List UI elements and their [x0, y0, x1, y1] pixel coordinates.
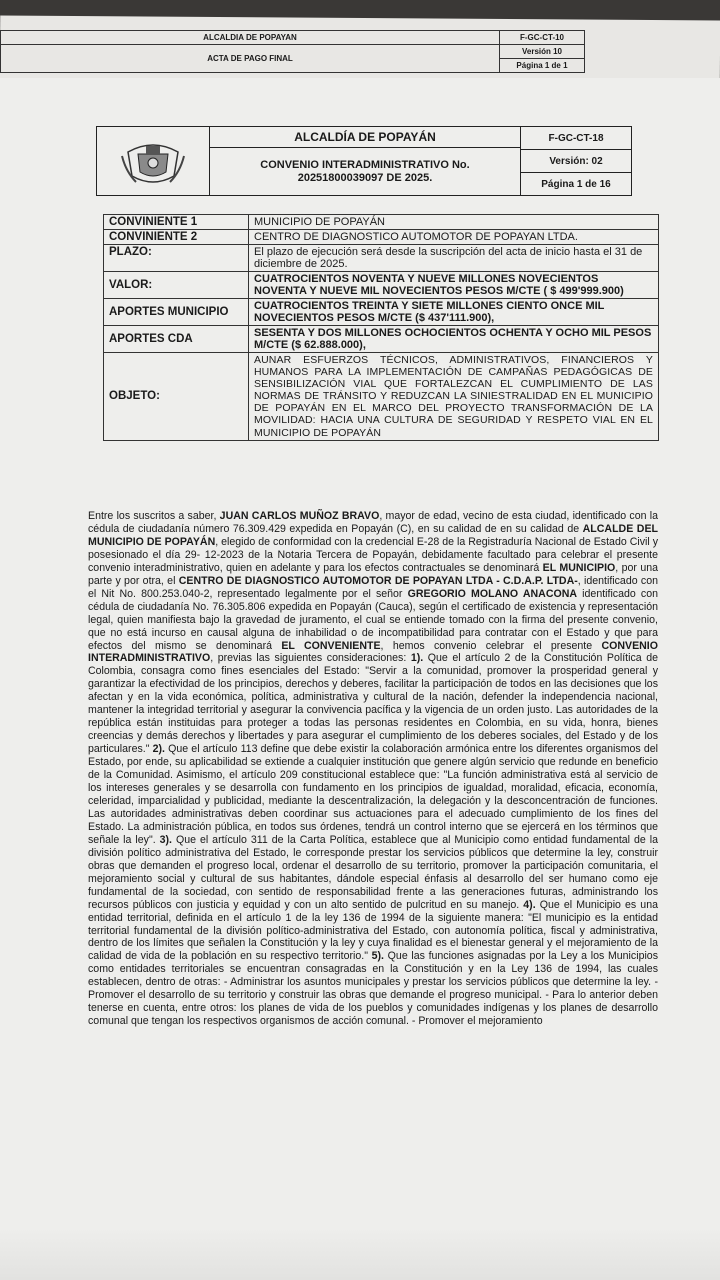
body-text-span: Entre los suscritos a saber,	[88, 510, 220, 522]
info-key: APORTES MUNICIPIO	[104, 299, 249, 326]
convenio-label: CONVENIO INTERADMINISTRATIVO	[88, 639, 658, 665]
info-key: CONVINIENTE 2	[104, 230, 249, 245]
body-text-span: , por una parte y por otra, el	[88, 561, 658, 587]
header-title: CONVENIO INTERADMINISTRATIVO No. 20251800039097 DE 2025.	[260, 158, 470, 184]
body-text-span: Que el Municipio es una entidad territorial, definida en el artículo 1 de la ley 136 de 1994 de la siguiente manera: "El municipio es la entidad territorial fundamental de la división político-administrativa del Estado, con autonomía política, fiscal y administrativa, dentro de los límites que señalen la Constitución y la ley y cuya finalidad es el bienestar general y el mejoramiento de la calidad de vida de la población en su respectivo territorio."	[88, 898, 658, 963]
info-value: MUNICIPIO DE POPAYÁN	[249, 215, 659, 230]
info-row	[104, 272, 659, 299]
info-row	[104, 326, 659, 353]
representative-name: GREGORIO MOLANO ANACONA	[407, 587, 578, 600]
back-form-doc: ACTA DE PAGO FINAL	[1, 45, 500, 73]
party-municipio: EL MUNICIPIO	[542, 561, 616, 574]
info-key: VALOR:	[104, 272, 249, 299]
info-value: CUATROCIENTOS NOVENTA Y NUEVE MILLONES NOVECIENTOS NOVENTA Y NUEVE MIL NOVECIENTOS PESOS M/CTE ( $ 499'999.900)	[249, 272, 659, 299]
mayor-role: ALCALDE DEL MUNICIPIO DE POPAYÁN	[88, 522, 658, 548]
consideration-number: 5).	[371, 950, 385, 963]
info-row	[104, 299, 659, 326]
info-key: APORTES CDA	[104, 326, 249, 353]
party-conveniente: EL CONVENIENTE	[281, 639, 381, 652]
document-header	[96, 126, 632, 196]
info-value: AUNAR ESFUERZOS TÉCNICOS, ADMINISTRATIVOS, FINANCIEROS Y HUMANOS PARA LA IMPLEMENTACIÓN DE CAMPAÑAS PEDAGÓGICAS DE SENSIBILIZACIÓN VIAL QUE FORTALEZCAN EL CUMPLIMIENTO DE LAS NORMAS DE TRÁNSITO Y REDUZCAN LA SINIESTRALIDAD EN EL MUNICIPIO DE POPAYÁN EN EL MARCO DEL PROYECTO TRANSFORMACIÓN DE LA MOVILIDAD: HACIA UNA CULTURA DE SEGURIDAD Y RESPETO VIAL EN EL MUNICIPIO DE POPAYÁN	[249, 353, 659, 441]
body-text-span: , hemos convenio celebrar el presente	[380, 639, 602, 652]
info-row	[104, 230, 659, 245]
back-form-page: Página 1 de 1	[500, 59, 585, 73]
body-text-span: Que las funciones asignadas por la Ley a los Municipios como entidades territoriales se encuentran consagradas en la Constitución y en la Ley 136 de 1994, las cuales establecen, dentro de otras: - Administrar los asuntos municipales y prestar los servicios públicos que determine la ley. - Promover el desarrollo de su territorio y construir las obras que demande el progreso municipal. - Para lo anterior deben tenerse en cuenta, entre otros: los planes de vida de los pueblos y comunidades indígenas y los planes de desarrollo comunal que tengan los respectivos organismos de acción comunal. - Promover el mejoramiento	[88, 950, 658, 1028]
body-text-span: , identificado con el Nit No. 800.253.040-2, representado legalmente por el señor	[88, 574, 659, 600]
document-page	[0, 78, 720, 1280]
back-form-version: Versión 10	[500, 45, 585, 59]
info-key: CONVINIENTE 1	[104, 215, 249, 230]
body-text-span: , mayor de edad, vecino de esta ciudad, identificado con la cédula de ciudadanía número 76.309.429 expedida en Popayán (C), en su calidad de en su calidad de	[88, 510, 658, 535]
header-version: Versión: 02	[521, 149, 631, 172]
info-value: SESENTA Y DOS MILLONES OCHOCIENTOS OCHENTA Y OCHO MIL PESOS M/CTE ($ 62.888.000),	[249, 326, 659, 353]
mayor-name: JUAN CARLOS MUÑOZ BRAVO	[219, 510, 380, 522]
convenio-body-text	[88, 510, 658, 1028]
coat-of-arms-logo	[97, 127, 210, 195]
convenio-info-table	[103, 214, 659, 441]
info-row	[104, 215, 659, 230]
back-form-org: ALCALDIA DE POPAYAN	[1, 31, 500, 45]
info-key: PLAZO:	[104, 245, 249, 272]
info-value: El plazo de ejecución será desde la suscripción del acta de inicio hasta el 31 de diciembre de 2025.	[249, 245, 659, 272]
info-value: CUATROCIENTOS TREINTA Y SIETE MILLONES CIENTO ONCE MIL NOVECIENTOS PESOS M/CTE ($ 437'111.900),	[249, 299, 659, 326]
consideration-number: 2).	[152, 743, 165, 756]
header-code: F-GC-CT-18	[548, 132, 604, 144]
body-text-span: , previas las siguientes consideraciones:	[210, 652, 411, 665]
header-page: Página 1 de 16	[521, 172, 631, 195]
info-row	[104, 245, 659, 272]
consideration-number: 4).	[523, 898, 536, 911]
body-text-span: Que el artículo 113 define que debe existir la colaboración armónica entre los diferentes organismos del Estado, por ende, su aplicabilidad se extiende a cualquier institución que genere algún servicio que redunde en beneficio de la Comunidad. Asimismo, el artículo 209 constitucional establece que: "La función administrativa está al servicio de los intereses generales y se desarrolla con fundamento en los principios de igualdad, moralidad, eficacia, economía, celeridad, imparcialidad y publicidad, mediante la descentralización, la delegación y la desconcentración de funciones. Las autoridades administrativas deben coordinar sus actuaciones para el adecuado cumplimiento de los fines del Estado. La administración pública, en todos sus órdenes, tendrá un control interno que se ejercerá en los términos que señale la ley".	[88, 743, 658, 846]
info-key: OBJETO:	[104, 353, 249, 441]
back-form-code: F-GC-CT-10	[500, 31, 585, 45]
body-text-span: identificado con cédula de ciudadanía No. 76.305.806 expedida en Popayán (Cauca), según el certificado de existencia y representación legal, quien manifiesta bajo la gravedad de juramento, el cual se entiende tomado con la firma del presente convenio, que no está incurso en causal alguna de inhabilidad o de incompatibilidad para contratar con el Estado y que para efectos del mismo se denominará	[88, 587, 659, 652]
body-text-span: , elegido de conformidad con la credencial E-28 de la Registraduría Nacional de Estado Civil y posesionado el día 29- 12-2023 de la Notaria Tercera de Popayán, debidamente facultado para celebrar el presente convenio interadministrativo, quien en adelante y para los efectos contractuales se denominará	[88, 535, 658, 574]
body-text-span: Que el artículo 311 de la Carta Política, establece que al Municipio como entidad fundamental de la división político administrativa del Estado, le corresponde prestar los servicios públicos que determine la ley, construir obras que demanden el progreso local, ordenar el desarrollo de su territorio, promover la participación comunitaria, el mejoramiento social y cultural de sus habitantes, dándole especial énfasis al desarrollo del ser humano como eje fundamental de la sociedad, con sentido de responsabilidad frente a las generaciones futuras, administrando los recursos públicos con justicia y equidad y con un alto sentido de pulcritud en su manejo.	[88, 833, 658, 911]
header-org: ALCALDÍA DE POPAYÁN	[210, 127, 520, 148]
info-row	[104, 353, 659, 441]
back-form-header	[0, 30, 585, 73]
consideration-number: 3).	[159, 833, 172, 846]
info-value: CENTRO DE DIAGNOSTICO AUTOMOTOR DE POPAYAN LTDA.	[249, 230, 659, 245]
cda-name: CENTRO DE DIAGNOSTICO AUTOMOTOR DE POPAYAN LTDA - C.D.A.P. LTDA-	[178, 574, 578, 587]
body-text-span: Que el artículo 2 de la Constitución Política de Colombia, consagra como fines esenciales del Estado: "Servir a la comunidad, promover la prosperidad general y garantizar la efectividad de los principios, derechos y deberes, facilitar la participación de todos en las decisiones que los afectan y en la vida económica, política, administrativa y cultural de la nación, defender la independencia nacional, mantener la integridad territorial y asegurar la convivencia pacífica y la vigencia de un orden justo. Las autoridades de la república están instituidas para proteger a todas las personas residentes en Colombia, en su vida, honra, bienes creencias y demás derechos y libertades y para asegurar el cumplimiento de los deberes sociales, del Estado y de los particulares."	[88, 652, 658, 756]
consideration-number: 1).	[410, 652, 424, 665]
